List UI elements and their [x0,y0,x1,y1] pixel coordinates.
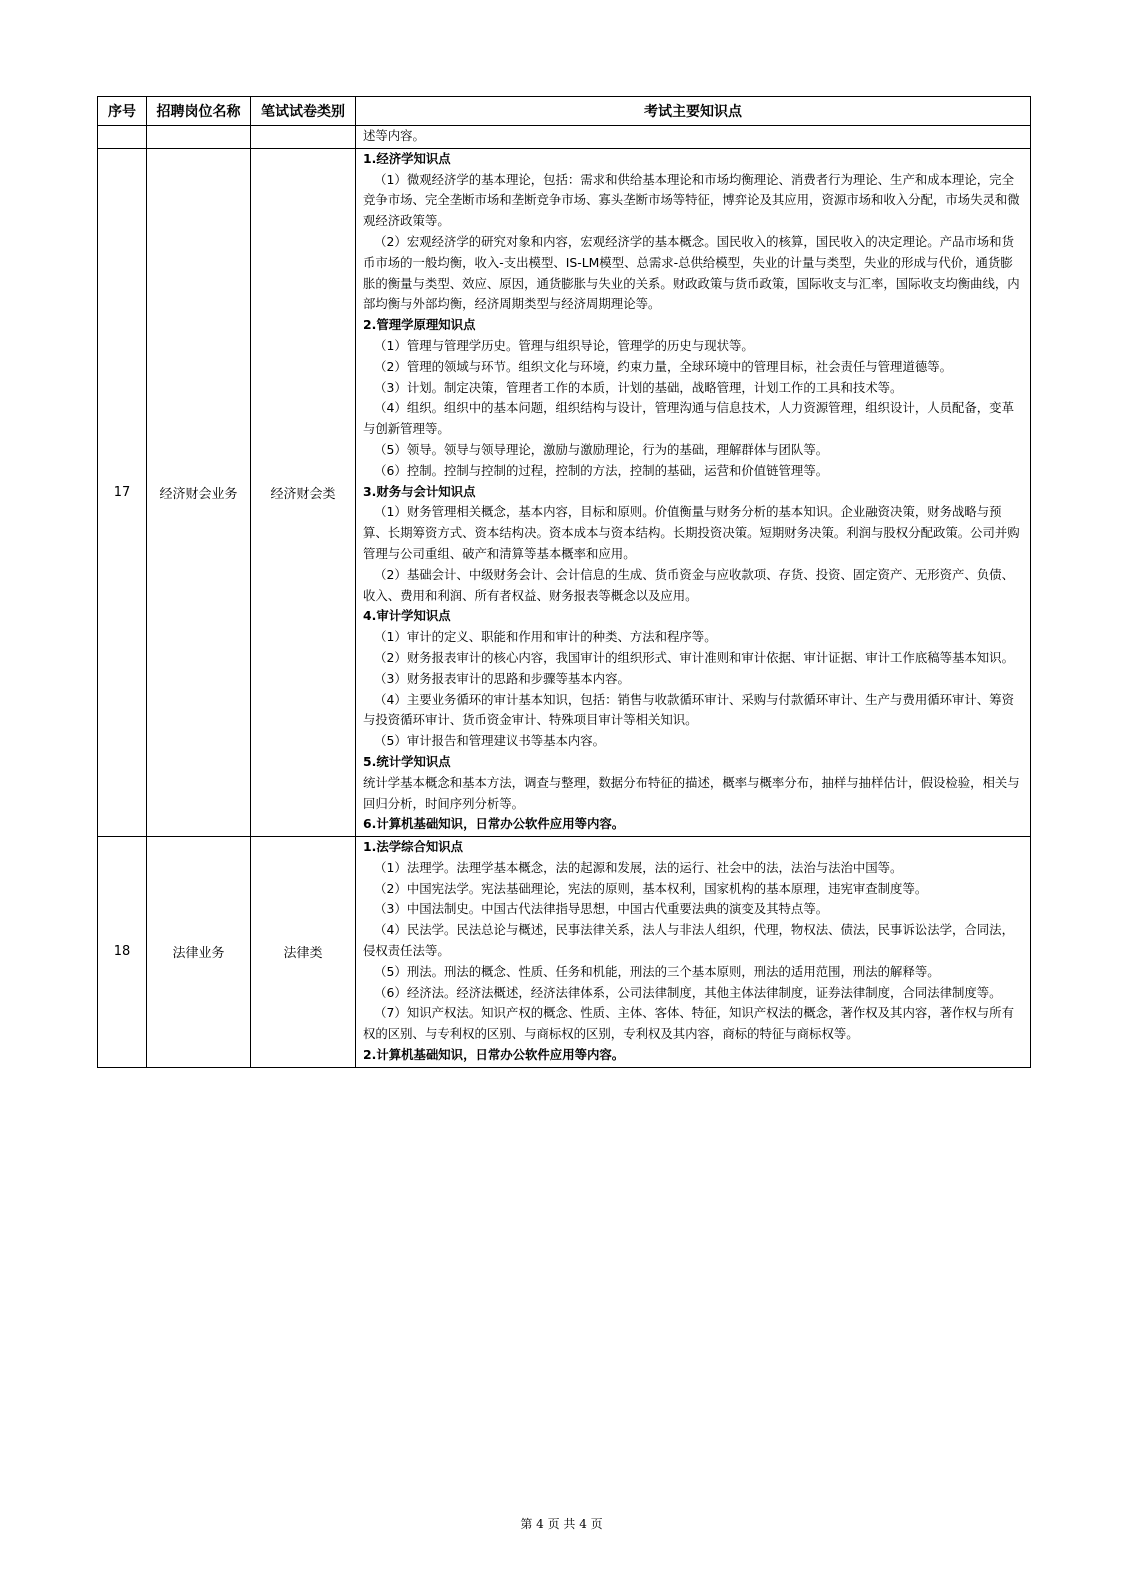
knowledge-point-item: （7）知识产权法。知识产权的概念、性质、主体、客体、特征，知识产权法的概念，著作权及其内容，著作权与所有权的区别、与专利权的区别、与商标权的区别，专利权及其内容，商标的特征与商标权等。 [363,1005,1014,1042]
section-heading: 1.法学综合知识点 [363,839,464,855]
knowledge-point-item: （1）财务管理相关概念，基本内容，目标和原则。价值衡量与财务分析的基本知识。企业融资决策，财务战略与预算、长期筹资方式、资本结构决。资本成本与资本结构。长期投资决策。短期财务决策。利润与股权分配政策。公司并购管理与公司重组、破产和清算等基本概率和应用。 [363,504,1020,561]
row-serial-number: 17 [98,148,147,836]
knowledge-point-item: （5）审计报告和管理建议书等基本内容。 [374,733,606,749]
header-exam-category: 笔试试卷类别 [251,97,356,126]
row-exam-category: 经济财会类 [251,148,356,836]
page-footer: 第 4 页 共 4 页 [520,1517,603,1531]
knowledge-point-item: （5）刑法。刑法的概念、性质、任务和机能，刑法的三个基本原则，刑法的适用范围，刑法的解释等。 [374,963,940,979]
continuation-row [98,126,1031,149]
header-knowledge-points: 考试主要知识点 [356,97,1031,126]
row-knowledge-points [356,148,1031,836]
knowledge-point-item: （4）组织。组织中的基本问题，组织结构与设计，管理沟通与信息技术，人力资源管理，组织设计，人员配备，变革与创新管理等。 [363,400,1014,437]
section-heading: 3.财务与会计知识点 [363,483,476,499]
knowledge-point-item: （3）财务报表审计的思路和步骤等基本内容。 [374,670,630,686]
knowledge-point-item: （1）微观经济学的基本理论，包括：需求和供给基本理论和市场均衡理论、消费者行为理论、生产和成本理论，完全竞争市场、完全垄断市场和垄断竞争市场、寡头垄断市场等特征，博弈论及其应用，资源市场和收入分配，市场失灵和微观经济政策等。 [363,171,1020,229]
knowledge-point-item: （4）主要业务循环的审计基本知识，包括：销售与收款循环审计、采购与付款循环审计、生产与费用循环审计、筹资与投资循环审计、货币资金审计、特殊项目审计等相关知识。 [363,691,1014,728]
knowledge-point-item: （2）中国宪法学。宪法基础理论，宪法的原则，基本权利，国家机构的基本原理，违宪审查制度等。 [374,880,928,896]
row-position-name: 经济财会业务 [147,148,251,836]
section-heading: 6.计算机基础知识，日常办公软件应用等内容。 [363,816,625,832]
knowledge-point-item: （2）基础会计、中级财务会计、会计信息的生成、货币资金与应收款项、存货、投资、固定资产、无形资产、负债、收入、费用和利润、所有者权益、财务报表等概念以及应用。 [363,566,1014,603]
row-knowledge-points [356,837,1031,1068]
row-serial-number: 18 [98,837,147,1068]
table-row-17 [98,148,1031,836]
table-row-18 [98,837,1031,1068]
row-position-name: 法律业务 [147,837,251,1068]
continuation-text: 述等内容。 [356,126,1031,149]
knowledge-point-item: （3）中国法制史。中国古代法律指导思想，中国古代重要法典的演变及其特点等。 [374,901,829,917]
knowledge-point-item: （5）领导。领导与领导理论，激励与激励理论，行为的基础，理解群体与团队等。 [374,441,829,457]
section-heading: 2.管理学原理知识点 [363,317,476,333]
header-position-name: 招聘岗位名称 [147,97,251,126]
knowledge-point-item: （1）管理与管理学历史。管理与组织导论，管理学的历史与现状等。 [374,337,754,353]
continuation-empty-cell [251,126,356,149]
header-serial-number: 序号 [98,97,147,126]
section-heading: 5.统计学知识点 [363,753,451,769]
row-exam-category: 法律类 [251,837,356,1068]
knowledge-point-item: （1）审计的定义、职能和作用和审计的种类、方法和程序等。 [374,629,717,645]
knowledge-point-item: （6）经济法。经济法概述，经济法律体系，公司法律制度，其他主体法律制度，证券法律制度，合同法律制度等。 [374,984,1002,1000]
section-heading: 1.经济学知识点 [363,150,451,166]
knowledge-point-item: （6）控制。控制与控制的过程，控制的方法，控制的基础，运营和价值链管理等。 [374,462,829,478]
knowledge-point-item: （4）民法学。民法总论与概述，民事法律关系，法人与非法人组织，代理，物权法、债法，民事诉讼法学，合同法，侵权责任法等。 [363,922,1014,959]
continuation-empty-cell [147,126,251,149]
knowledge-point-item: （1）法理学。法理学基本概念，法的起源和发展，法的运行、社会中的法，法治与法治中国等。 [374,859,903,875]
knowledge-point-item: （2）宏观经济学的研究对象和内容，宏观经济学的基本概念。国民收入的核算，国民收入的决定理论。产品市场和货币市场的一般均衡，收入-支出模型、IS-LM模型、总需求-总供给模型，失业的计量与类型，失业的形成与代价，通货膨胀的衡量与类型、效应、原因，通货膨胀与失业的关系。财政政策与货币政策，国际收支与汇率，国际收支均衡曲线，内部均衡与外部均衡，经济周期类型与经济周期理论等。 [363,233,1020,312]
knowledge-point-item: （2）管理的领域与环节。组织文化与环境，约束力量，全球环境中的管理目标，社会责任与管理道德等。 [374,358,953,374]
knowledge-point-item: （2）财务报表审计的核心内容，我国审计的组织形式、审计准则和审计依据、审计证据、审计工作底稿等基本知识。 [374,649,1014,665]
table-header-row [98,97,1031,126]
section-heading: 2.计算机基础知识，日常办公软件应用等内容。 [363,1047,625,1063]
section-heading: 4.审计学知识点 [363,608,451,624]
knowledge-point-item: 统计学基本概念和基本方法，调查与整理，数据分布特征的描述，概率与概率分布，抽样与抽样估计，假设检验，相关与回归分析，时间序列分析等。 [363,774,1020,811]
knowledge-point-item: （3）计划。制定决策，管理者工作的本质，计划的基础，战略管理，计划工作的工具和技术等。 [374,379,903,395]
exam-syllabus-table [97,96,1031,1068]
continuation-empty-cell [98,126,147,149]
